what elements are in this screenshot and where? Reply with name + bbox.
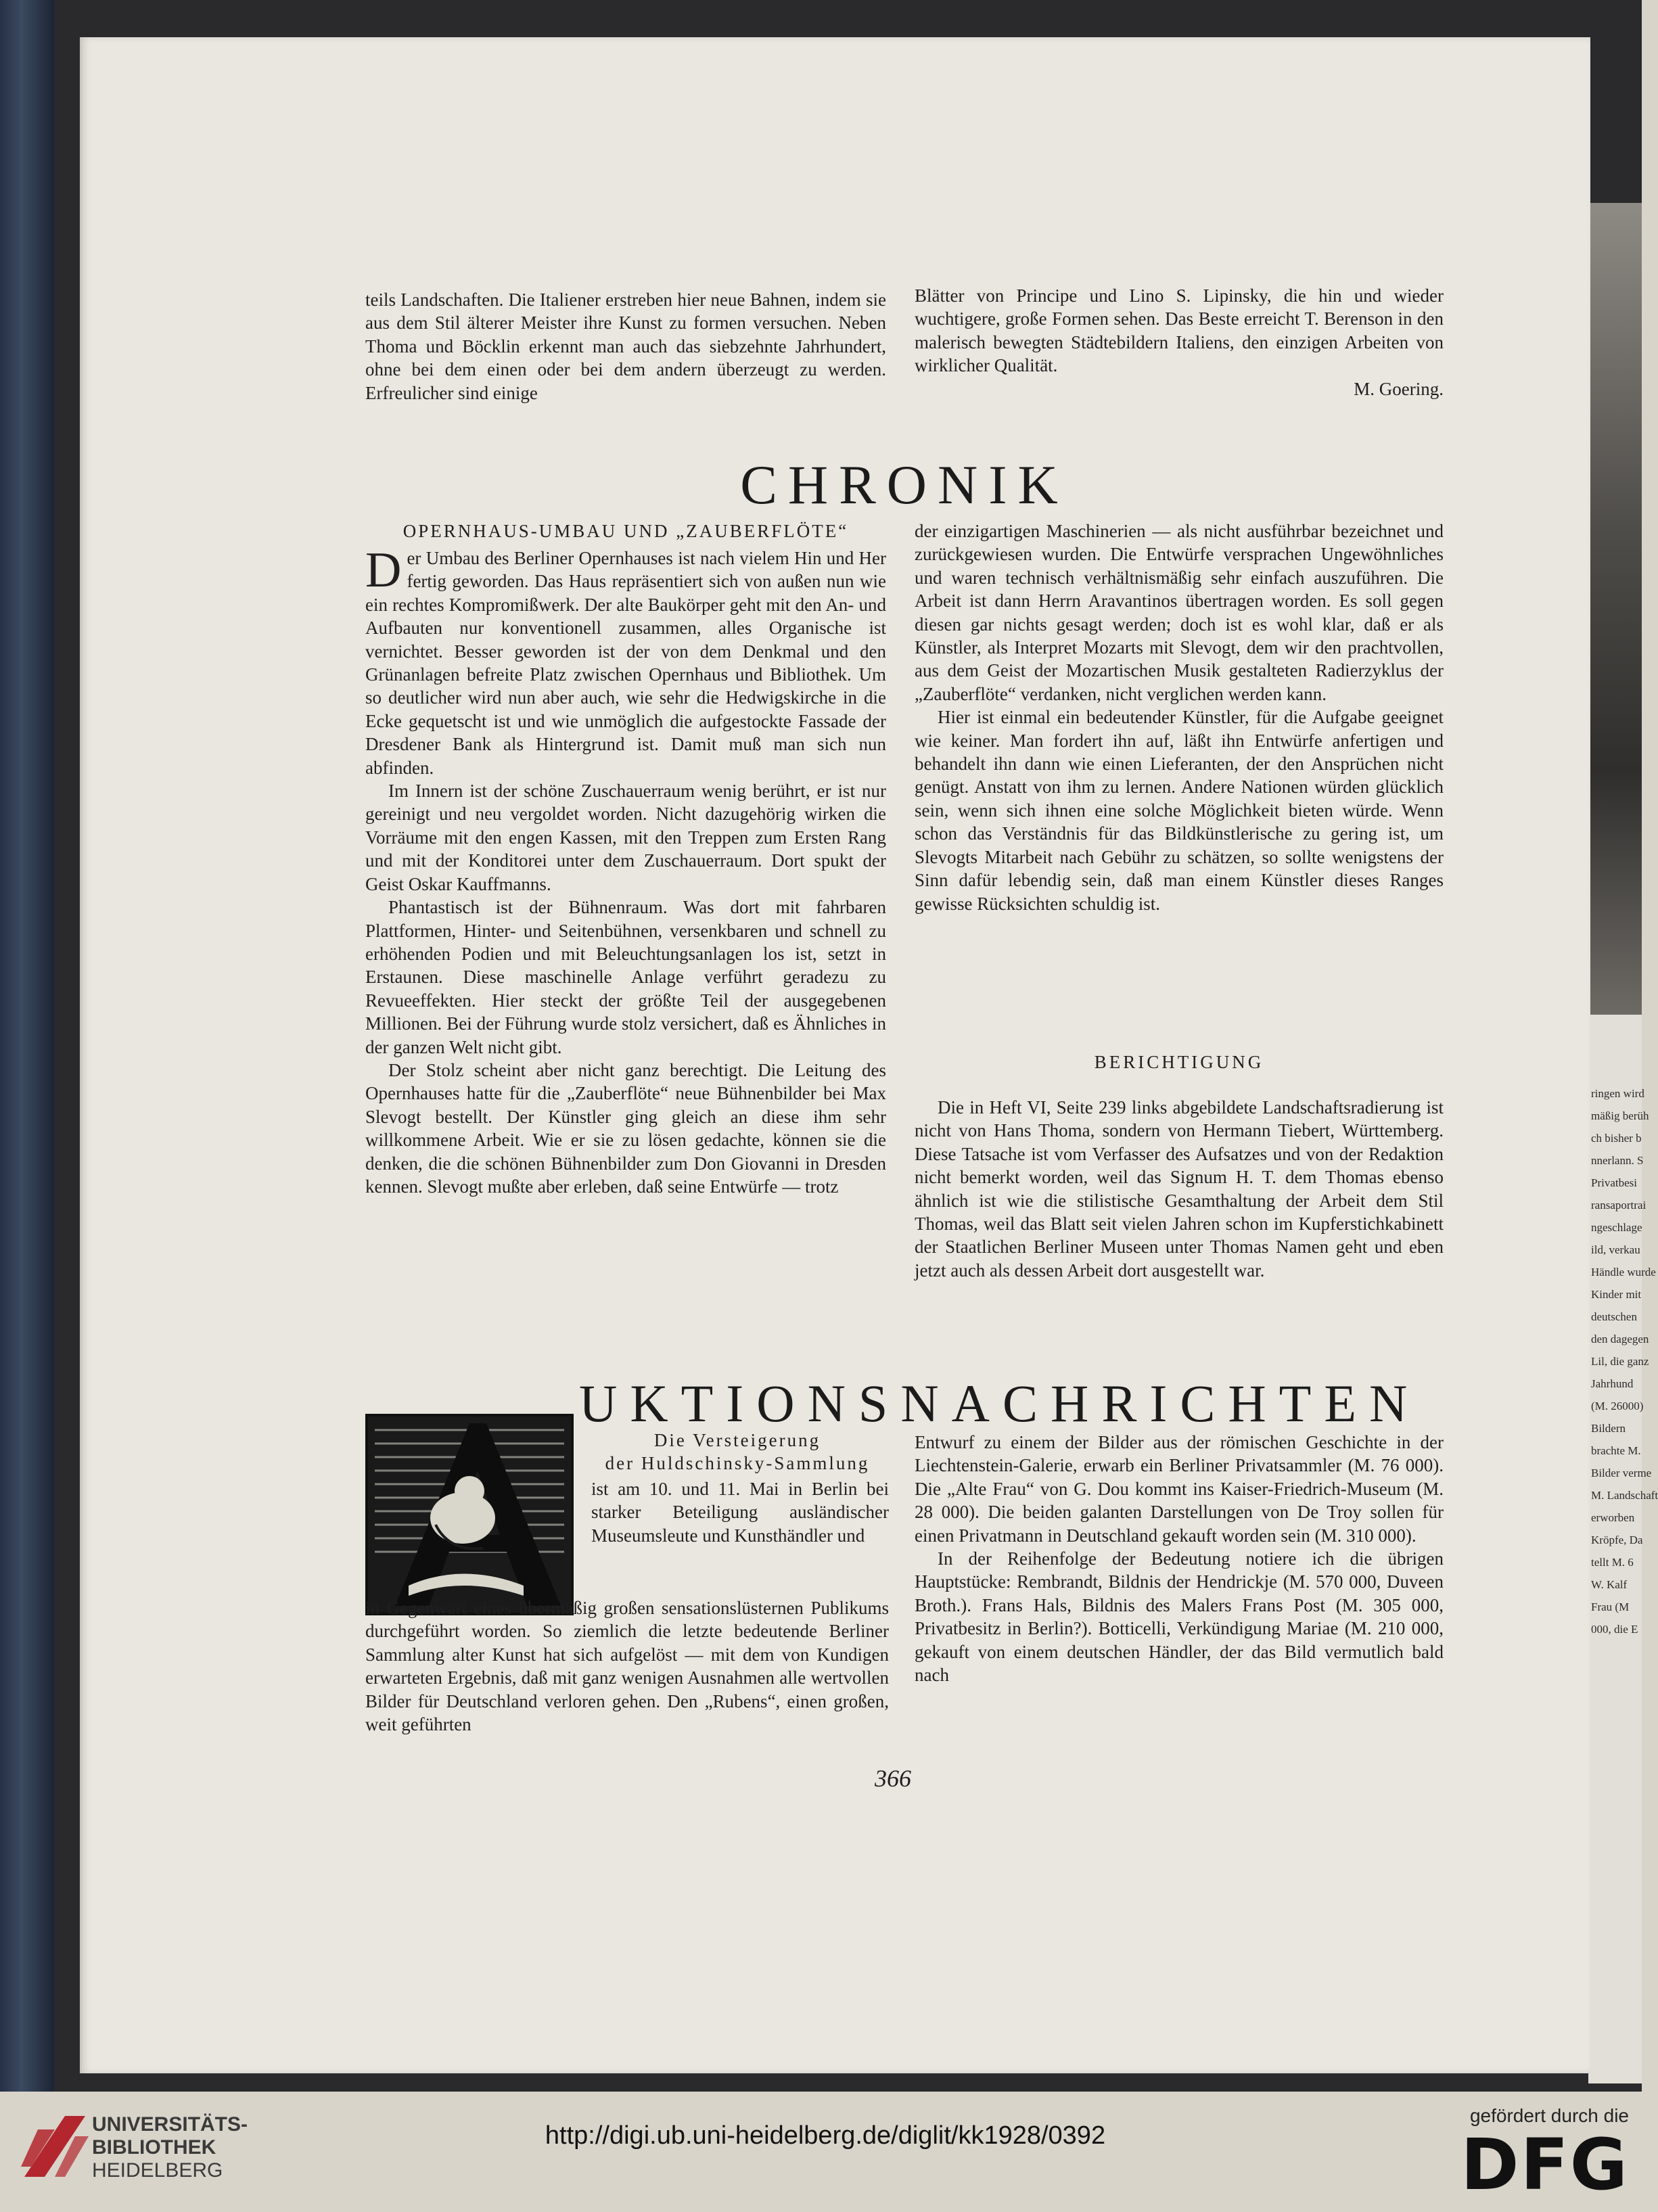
berichtigung-heading: BERICHTIGUNG (1094, 1052, 1264, 1072)
library-name-line: HEIDELBERG (92, 2159, 223, 2182)
decorative-initial-a (365, 1414, 574, 1615)
drop-cap: D (365, 543, 402, 598)
adjacent-text-line: M. Landschaft (1591, 1489, 1658, 1502)
adjacent-text-line: Händle wurde (1591, 1266, 1656, 1278)
auction-title: UKTIONSNACHRICHTEN (579, 1374, 1421, 1433)
author-signature: M. Goering. (1354, 378, 1444, 399)
paragraph-text: er Umbau des Berliner Opernhauses ist nach vielem Hin und Her fertig geworden. Das Haus repräsentiert sich von außen nun wie ein rechtes Kompromißwerk. Der alte Baukörper geht mit den An- und Aufbauten nur konventionell zusammen, alles Organische ist vernichtet. Besser geworden ist der von dem Denkmal und den Grünanlagen befreite Platz zwischen Opernhaus und Bibliothek. Um so deutlicher wird nun aber auch, wie sehr die Hedwigskirche in die Ecke gequetscht ist und wie unmöglich die aufgestockte Fassade der Dresdener Bank als Hintergrund ist. Damit muß man sich nun abfinden. (365, 548, 886, 778)
adjacent-text-line: ringen wird (1591, 1087, 1644, 1100)
adjacent-text-line: erworben (1591, 1511, 1635, 1524)
adjacent-page-image (1588, 203, 1642, 1015)
adjacent-text-line: ch bisher b (1591, 1132, 1642, 1145)
section-heading: OPERNHAUS-UMBAU UND „ZAUBERFLÖTE“ (402, 521, 849, 541)
auction-subheading (582, 1429, 893, 1475)
subheading-line: Die Versteigerung (653, 1430, 821, 1450)
auction-left-top (591, 1477, 889, 1547)
adjacent-text-line: ransaportrai (1591, 1199, 1647, 1212)
paragraph: In der Reihenfolge der Bedeutung notiere ich die übrigen Hauptstücke: Rembrandt, Bildnis der Hendrickje (M. 570 000, Duveen Broth.). Frans Hals, Bildnis des Malers Frans Post (M. 305 000, Privatbesitz in Berlin?). Botticelli, Verkündigung Mariae (M. 210 000, gekauft von einem deutschen Händler, der das Bild vermutlich bald nach (915, 1548, 1444, 1686)
adjacent-text-line: deutschen (1591, 1310, 1637, 1323)
auction-left-column (365, 1596, 889, 1736)
paragraph: Im Innern ist der schöne Zuschauerraum wenig berührt, er ist nur gereinigt und neu vergoldet worden. Nicht dazugehörig wirken die Vorräume mit den engen Kassen, mit den Treppen zum Ersten Rang und mit der Konditorei unter dem Zuschauerraum. Dort spukt der Geist Oskar Kauffmanns. (365, 781, 886, 894)
paragraph: ist am 10. und 11. Mai in Berlin bei starker Beteiligung ausländischer Museumsleute und Kunsthändler und (591, 1479, 889, 1546)
paragraph: Der Stolz scheint aber nicht ganz berechtigt. Die Leitung des Opernhauses hatte für die „Zauberflöte“ neue Bühnenbilder bei Max Slevogt bestellt. Der Künstler ging gleich an diese ihm sehr willkommene Arbeit. Wie er sie zu lösen gedachte, können sie die denken, die die schönen Bühnenbilder zum Don Giovanni in Dresden kennen. Slevogt mußte aber erleben, daß seine Entwürfe — trotz (365, 1059, 886, 1197)
adjacent-text-line: mäßig berüh (1591, 1109, 1649, 1122)
book-binding (0, 0, 54, 2092)
paragraph: teils Landschaften. Die Italiener erstreben hier neue Bahnen, indem sie aus dem Stil älterer Meister ihre Kunst zu formen versuchen. Neben Thoma und Böcklin erkennt man auch das siebzehnte Jahrhundert, ohne bei dem einen oder bei dem andern überzeugt zu werden. Erfreulicher sind einige (365, 290, 886, 403)
chronik-right-column (915, 520, 1444, 915)
paragraph: Die in Heft VI, Seite 239 links abgebildete Landschaftsradierung ist nicht von Hans Thoma, sondern von Hermann Tiebert, Württemberg. Diese Tatsache ist vom Verfasser des Aufsatzes und von der Redaktion nicht bemerkt worden, weil das Signum H. T. dem Thomas ebenso ähnlich ist wie die stilistische Gesamthaltung der Arbeit dem Stil Thomas, weil das Blatt seit vielen Jahren schon im Kupferstichkabinett der Staatlichen Berliner Museen unter Thomas Namen geht und eben jetzt auch als dessen Arbeit dort ausgestellt war. (915, 1097, 1444, 1281)
adjacent-text-line: (M. 26000) (1591, 1400, 1644, 1412)
adjacent-text-line: brachte M. (1591, 1444, 1641, 1457)
library-logo-icon (18, 2109, 92, 2184)
paragraph (365, 543, 886, 779)
paragraph: Phantastisch ist der Bühnenraum. Was dort mit fahrbaren Plattformen, Hinter- und Seitenbühnen, versenkbaren und schnell zu erhöhenden Podien und mit Beleuchtungsanlagen los ist, setzt in Erstaunen. Diese maschinelle Anlage verführt geradezu zu Revueeffekten. Hier steckt der größte Teil der ausgegebenen Millionen. Bei der Führung wurde stolz versichert, daß es Ähnliches in der ganzen Welt nicht gibt. (365, 897, 886, 1057)
chronik-title: CHRONIK (740, 454, 1069, 515)
adjacent-text-line: Bildern (1591, 1422, 1626, 1435)
adjacent-text-line: Lil, die ganz (1591, 1355, 1649, 1368)
paragraph: Blätter von Principe und Lino S. Lipinsky, die hin und wieder wuchtigere, große Formen sehen. Das Beste erreicht T. Berenson in den malerisch bewegten Städtebildern Italiens, den einzigen Arbeiten von wirklicher Qualität. (915, 285, 1444, 376)
subheading-line: der Huldschinsky-Sammlung (605, 1453, 870, 1473)
adjacent-text-line: Bilder verme (1591, 1467, 1652, 1479)
paragraph: in Gegenwart eines übermäßig großen sensationslüsternen Publikums durchgeführt worden. So ziemlich die letzte bedeutende Berliner Sammlung alter Kunst hat sich aufgelöst — mit dem von Kundigen erwarteten Ergebnis, daß mit ganz wenigen Ausnahmen alle wertvollen Bilder für Deutschland verloren gehen. Den „Rubens“, einen großen, weit geführten (365, 1598, 889, 1735)
adjacent-text-line: Jahrhund (1591, 1377, 1634, 1390)
adjacent-text-line: ild, verkau (1591, 1243, 1640, 1256)
paragraph: der einzigartigen Maschinerien — als nicht ausführbar bezeichnet und zurückgewiesen wurden. Die Entwürfe versprachen Ungewöhnliches und waren technisch verhältnismäßig sehr einfach auszuführen. Die Arbeit ist dann Herrn Aravantinos übertragen worden. Es soll gegen diesen gar nichts gesagt werden; doch ist es wohl klar, daß er als Künstler, als Interpret Mozarts mit Slevogt, dem wir den prachtvollen, aus dem Geist der Mozartischen Musik gestalteten Radierzyklus der „Zauberflöte“ verdanken, nicht verglichen werden kann. (915, 521, 1444, 704)
auction-right-column (915, 1431, 1444, 1686)
adjacent-text-line: ngeschlage (1591, 1221, 1642, 1234)
adjacent-text-line: den dagegen (1591, 1333, 1649, 1345)
adjacent-text-line: W. Kalf (1591, 1578, 1628, 1591)
page-number: 366 (875, 1765, 911, 1792)
chronik-left-column (365, 543, 886, 1198)
sponsor-label: gefördert durch die (1469, 2105, 1629, 2126)
woodcut-illustration (368, 1416, 571, 1613)
adjacent-text-line: Kinder mit (1591, 1288, 1642, 1301)
paragraph: Hier ist einmal ein bedeutender Künstler, für die Aufgabe geeignet wie keiner. Man fordert ihn auf, läßt ihn Entwürfe anfertigen und behandelt ihn dann wie einen Lieferanten, der den Ansprüchen nicht genügt. Anstatt von ihm zu lernen. Andere Nationen würden glücklich sein, wenn sich ihnen eine solche Möglichkeit bieten würde. Wenn schon das Verständnis für das Bildkünstlerische zu gering ist, um Slevogts Mitarbeit nach Gebühr zu schätzen, so sollte wenigstens der Sinn dafür lebendig sein, daß man einem Künstler dieses Ranges gewisse Rücksichten schuldig ist. (915, 707, 1444, 914)
adjacent-text-line: nnerlann. S (1591, 1154, 1644, 1167)
adjacent-text-line: Frau (M (1591, 1600, 1630, 1613)
top-left-column (365, 288, 886, 405)
library-name-line: UNIVERSITÄTS- (92, 2113, 248, 2136)
adjacent-text-line: 000, die E (1591, 1623, 1638, 1636)
berichtigung-column (915, 1096, 1444, 1282)
adjacent-page-text (1591, 1082, 1658, 1640)
dfg-logo[interactable]: DFG (1460, 2123, 1629, 2206)
adjacent-text-line: tellt M. 6 (1591, 1556, 1634, 1569)
library-name[interactable] (92, 2113, 248, 2182)
top-right-column (915, 284, 1444, 400)
permalink-url[interactable]: http://digi.ub.uni-heidelberg.de/diglit/kk1928/0392 (545, 2121, 1106, 2150)
library-name-line: BIBLIOTHEK (92, 2136, 216, 2159)
paragraph: Entwurf zu einem der Bilder aus der römischen Geschichte in der Liechtenstein-Galerie, erwarb ein Berliner Privatsammler (M. 76 000). Die „Alte Frau“ von G. Dou kommt ins Kaiser-Friedrich-Museum (M. 28 000). Die beiden galanten Darstellungen von De Troy sollen für einen Privatmann in Deutschland gekauft worden sein (M. 310 000). (915, 1432, 1444, 1546)
adjacent-text-line: Kröpfe, Da (1591, 1534, 1643, 1546)
adjacent-text-line: Privatbesi (1591, 1176, 1637, 1189)
